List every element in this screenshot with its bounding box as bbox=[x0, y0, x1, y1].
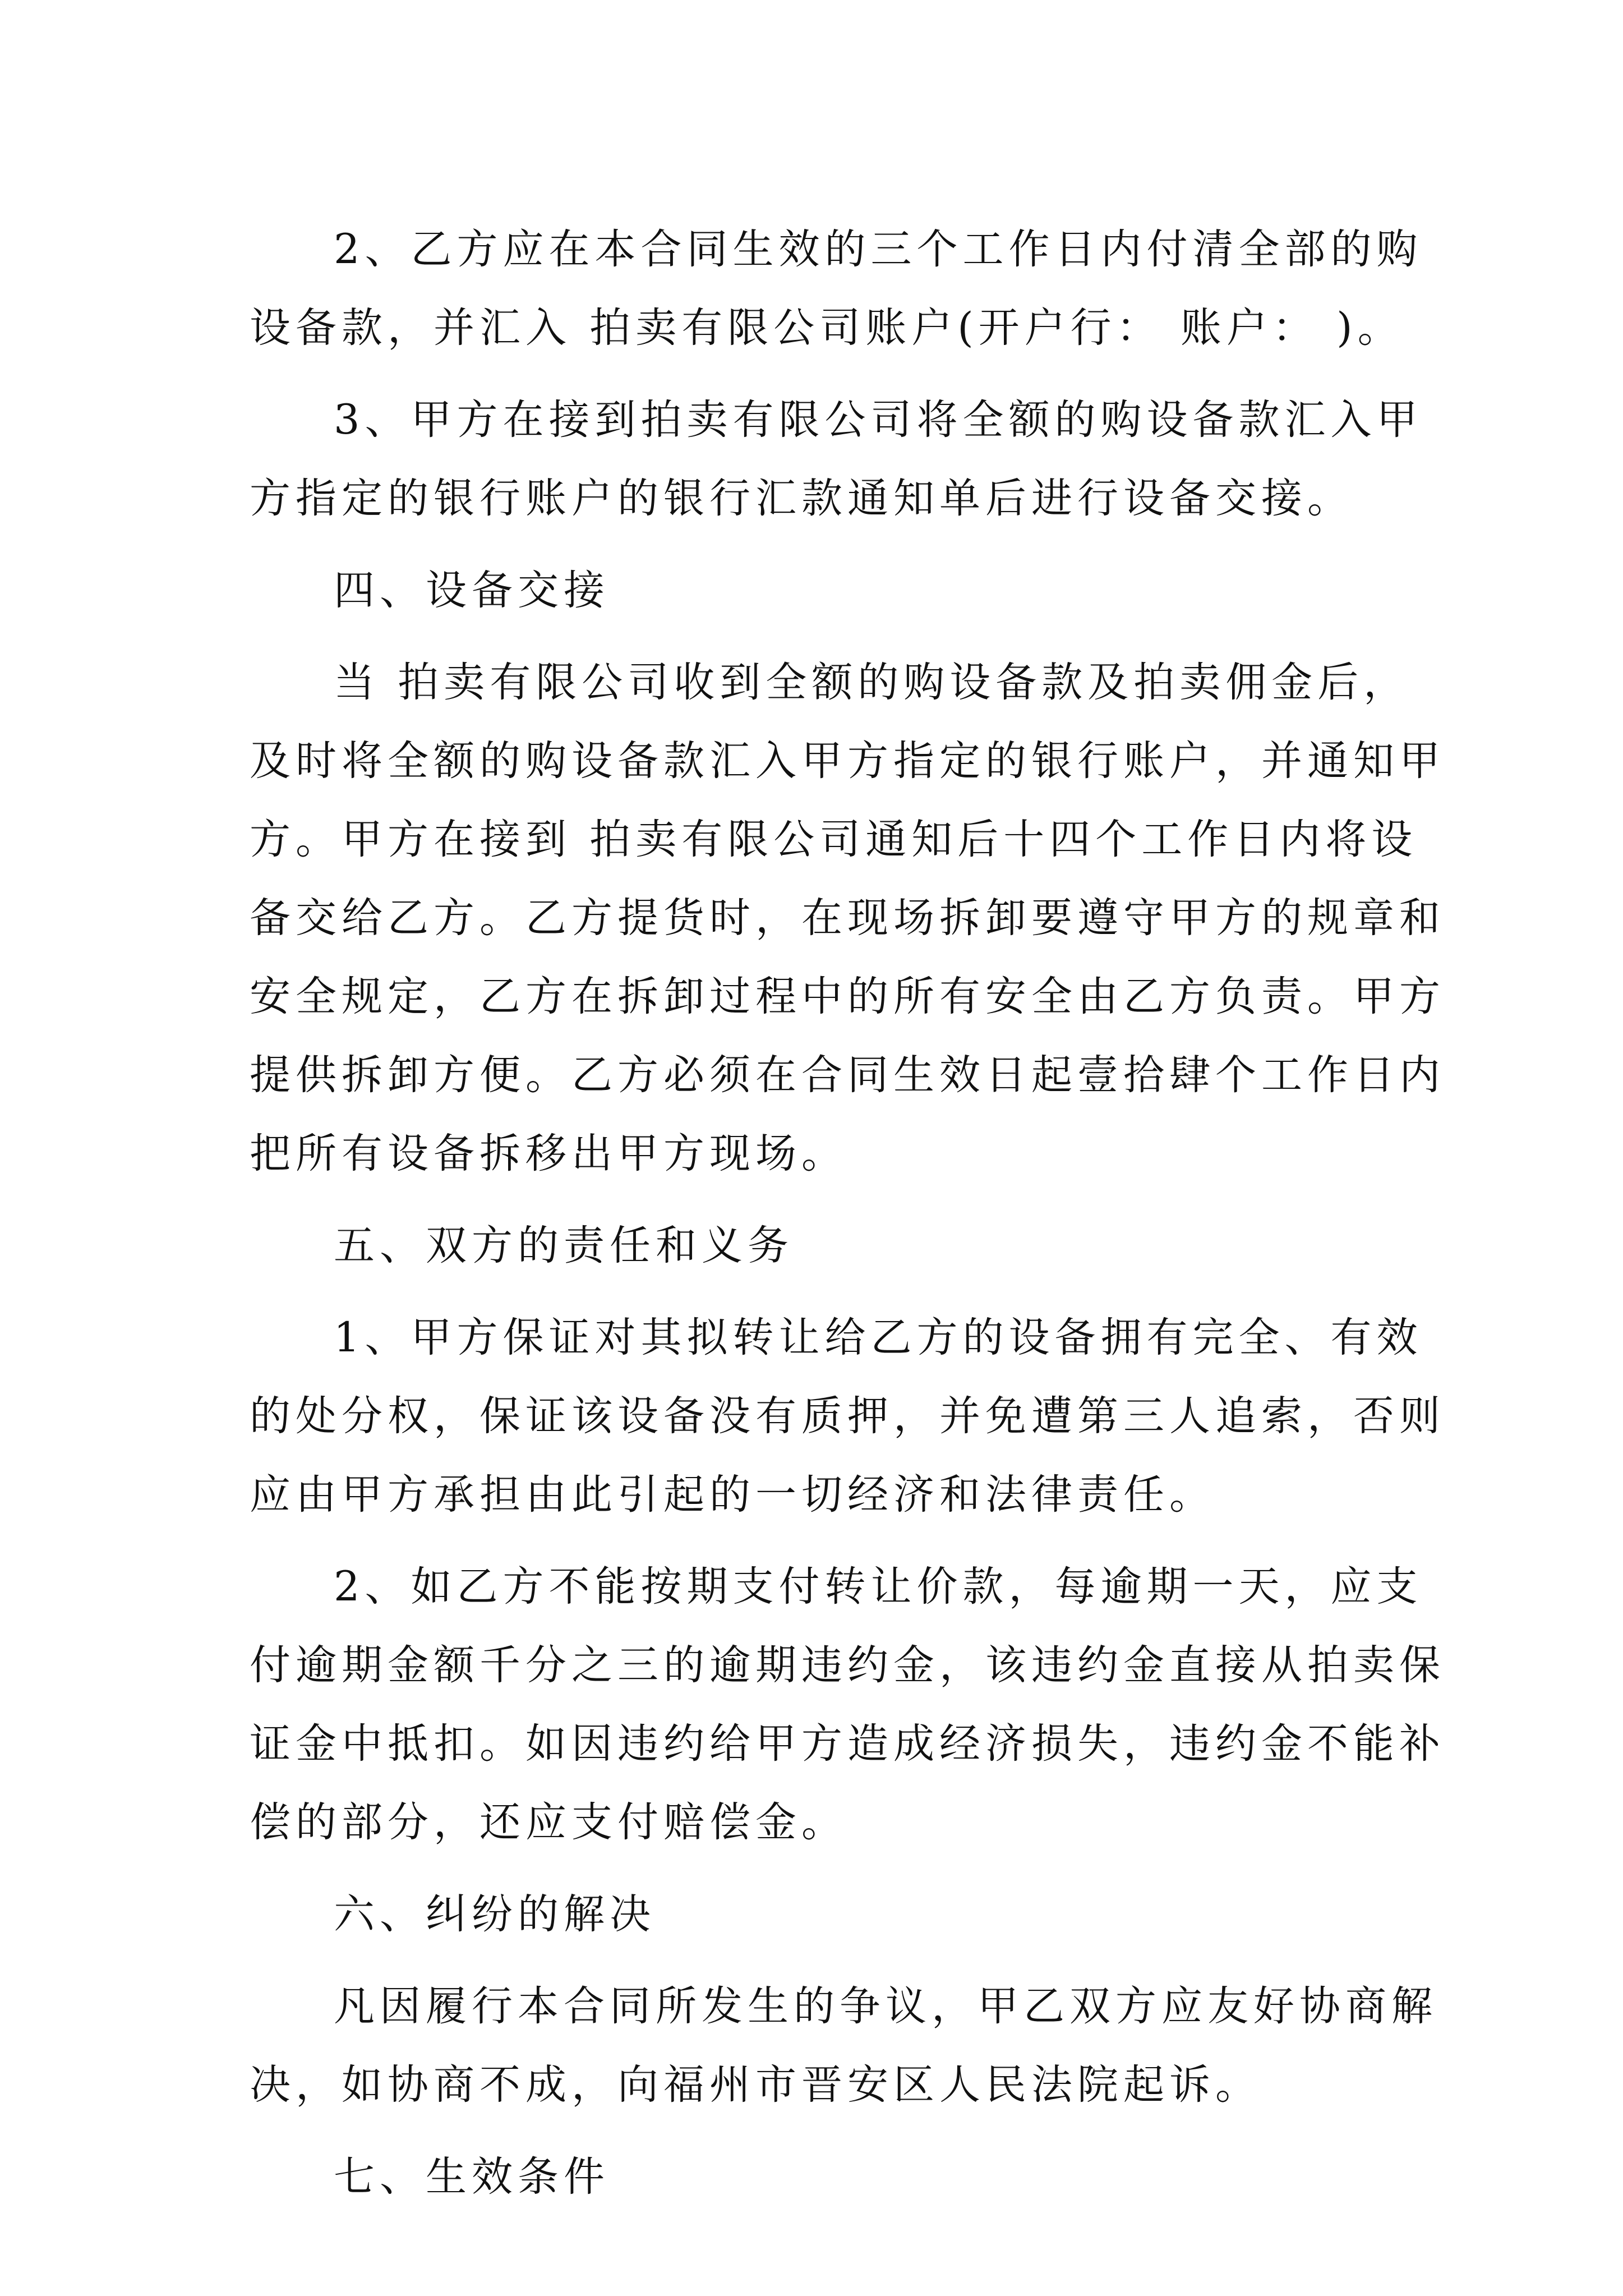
section-heading: 四、设备交接 bbox=[334, 567, 610, 614]
text-line: 应由甲方承担由此引起的一切经济和法律责任。 bbox=[250, 1471, 1215, 1519]
section-heading-equipment-handover bbox=[250, 551, 1380, 630]
text-line: 及时将全额的购设备款汇入甲方指定的银行账户，并通知甲 bbox=[250, 737, 1445, 785]
section-heading: 五、双方的责任和义务 bbox=[334, 1222, 794, 1269]
text-line: 方指定的银行账户的银行汇款通知单后进行设备交接。 bbox=[250, 475, 1353, 522]
section-heading-dispute-resolution bbox=[250, 1875, 1380, 1954]
text-line: 决，如协商不成，向福州市晋安区人民法院起诉。 bbox=[250, 2061, 1261, 2109]
section-heading-responsibilities bbox=[250, 1207, 1380, 1285]
section-heading-effective-conditions bbox=[250, 2138, 1380, 2216]
text-line: 安全规定，乙方在拆卸过程中的所有安全由乙方负责。甲方 bbox=[250, 973, 1445, 1020]
text-line: 付逾期金额千分之三的逾期违约金，该违约金直接从拍卖保 bbox=[250, 1641, 1445, 1689]
text-line: 提供拆卸方便。乙方必须在合同生效日起壹拾肆个工作日内 bbox=[250, 1051, 1445, 1099]
text-line: 偿的部分，还应支付赔偿金。 bbox=[250, 1798, 847, 1846]
text-line: 证金中抵扣。如因违约给甲方造成经济损失，违约金不能补 bbox=[250, 1720, 1445, 1768]
paragraph-payment-deadline bbox=[250, 210, 1423, 367]
paragraph-dispute-resolution bbox=[250, 1967, 1437, 2124]
paragraph-equipment-handover bbox=[250, 643, 1445, 1193]
paragraph-party-a-guarantee bbox=[250, 1299, 1445, 1534]
text-line: 备交给乙方。乙方提货时，在现场拆卸要遵守甲方的规章和 bbox=[250, 894, 1445, 942]
section-heading: 七、生效条件 bbox=[334, 2153, 610, 2201]
paragraph-late-payment-penalty bbox=[250, 1548, 1445, 1862]
text-line: 把所有设备拆移出甲方现场。 bbox=[250, 1130, 847, 1177]
document-body bbox=[250, 210, 1445, 2216]
text-line: 方。甲方在接到 拍卖有限公司通知后十四个工作日内将设 bbox=[250, 816, 1418, 863]
text-line: 设备款，并汇入 拍卖有限公司账户(开户行： 账户： )。 bbox=[250, 304, 1404, 352]
section-heading: 六、纠纷的解决 bbox=[334, 1890, 656, 1938]
text-line: 2、如乙方不能按期支付转让价款，每逾期一天，应支 bbox=[334, 1563, 1423, 1611]
text-line: 的处分权，保证该设备没有质押，并免遭第三人追索，否则 bbox=[250, 1392, 1445, 1440]
text-line: 当 拍卖有限公司收到全额的购设备款及拍卖佣金后， bbox=[334, 659, 1410, 706]
text-line: 凡因履行本合同所发生的争议，甲乙双方应友好协商解 bbox=[334, 1982, 1437, 2030]
text-line: 1、甲方保证对其拟转让给乙方的设备拥有完全、有效 bbox=[334, 1314, 1423, 1361]
text-line: 3、甲方在接到拍卖有限公司将全额的购设备款汇入甲 bbox=[334, 396, 1423, 444]
paragraph-handover-notice bbox=[250, 381, 1423, 538]
text-line: 2、乙方应在本合同生效的三个工作日内付清全部的购 bbox=[334, 226, 1423, 273]
